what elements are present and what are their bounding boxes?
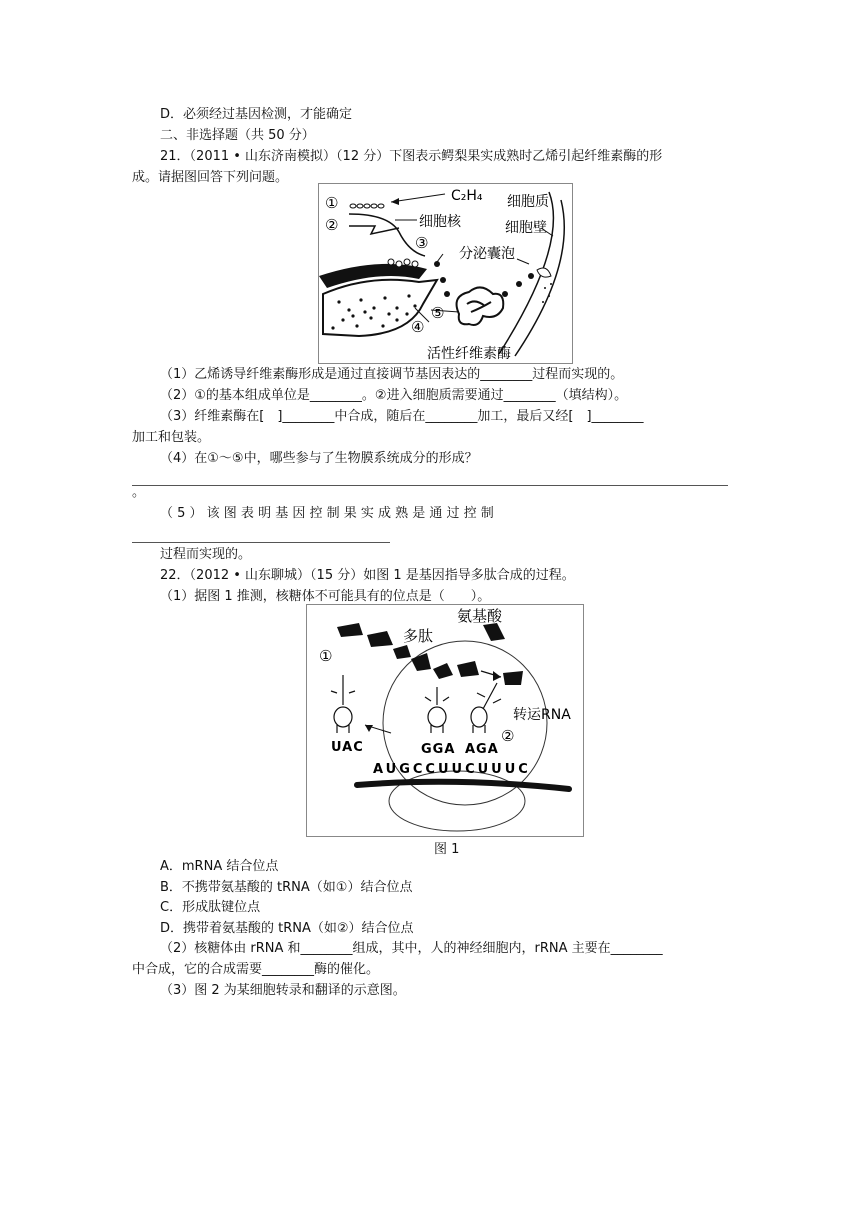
question-21-stem: 21．（2011 • 山东济南模拟）（12 分）下图表示鳄梨果实成熟时乙烯引起纤维素酶的形 xyxy=(160,149,663,164)
question-22-3: （3）图 2 为某细胞转录和翻译的示意图。 xyxy=(160,983,406,998)
option-d: D．必须经过基因检测，才能确定 xyxy=(160,107,353,122)
label-anticodon1: UAC xyxy=(331,740,364,755)
question-21-4: （4）在①～⑤中，哪些参与了生物膜系统成分的形成？ xyxy=(160,451,478,466)
question-22-2: （2）核糖体由 rRNA 和________组成，其中，人的神经细胞内，rRNA 主要在________ xyxy=(160,941,663,956)
figure-translation xyxy=(306,604,584,837)
question-22-1: （1）据图 1 推测，核糖体不可能具有的位点是（ ）。 xyxy=(160,589,491,604)
label-anticodon2: GGA xyxy=(421,742,456,757)
option-b: B．不携带氨基酸的 tRNA（如①）结合位点 xyxy=(160,880,413,895)
figure-ethylene-cellulase xyxy=(318,183,573,364)
question-21-2: （2）①的基本组成单位是________。②进入细胞质需要通过________（填结构）。 xyxy=(160,388,628,403)
label-n5: ⑤ xyxy=(431,304,445,322)
label-n2: ② xyxy=(501,727,515,745)
question-21-1: （1）乙烯诱导纤维素酶形成是通过直接调节基因表达的________过程而实现的。 xyxy=(160,367,624,382)
label-anticodon3: AGA xyxy=(465,742,499,757)
label-enzyme: 活性纤维素酶 xyxy=(427,346,511,362)
label-n1: ① xyxy=(325,194,339,212)
question-22-2-cont: 中合成，它的合成需要________酶的催化。 xyxy=(132,962,380,977)
label-n2: ② xyxy=(325,216,339,234)
section-heading: 二、非选择题（共 50 分） xyxy=(160,128,315,143)
option-d: D．携带着氨基酸的 tRNA（如②）结合位点 xyxy=(160,921,414,936)
label-n3: ③ xyxy=(415,234,429,252)
question-21-5-cont: 过程而实现的。 xyxy=(160,547,252,562)
question-21-3-cont: 加工和包装。 xyxy=(132,430,211,445)
label-c2h4: C₂H₄ xyxy=(451,188,483,204)
label-n1: ① xyxy=(319,647,333,665)
label-trna: 转运RNA xyxy=(513,707,571,723)
label-mrna: AUGCCUUCUUUC xyxy=(373,762,531,777)
label-cytoplasm: 细胞质 xyxy=(507,194,549,210)
label-polypeptide: 多肽 xyxy=(403,627,434,645)
question-22-stem: 22．（2012 • 山东聊城）（15 分）如图 1 是基因指导多肽合成的过程。 xyxy=(160,568,575,583)
option-c: C．形成肽键位点 xyxy=(160,900,261,915)
label-n4: ④ xyxy=(411,318,425,336)
label-cellwall: 细胞壁 xyxy=(505,220,547,236)
question-21-3: （3）纤维素酶在[ ]________中合成，随后在________加工，最后又经[ ]________ xyxy=(160,409,644,424)
label-nucleus: 细胞核 xyxy=(419,214,461,230)
label-vesicle: 分泌囊泡 xyxy=(459,246,515,262)
answer-line-4 xyxy=(132,485,728,486)
question-21-stem-cont: 成。请据图回答下列问题。 xyxy=(132,170,289,185)
label-aminoacid: 氨基酸 xyxy=(457,607,503,625)
option-a: A．mRNA 结合位点 xyxy=(160,859,279,874)
figure-caption: 图 1 xyxy=(434,842,460,857)
answer-line-5 xyxy=(132,542,390,543)
question-21-5: （ 5 ） 该 图 表 明 基 因 控 制 果 实 成 熟 是 通 过 控 制 xyxy=(160,506,494,521)
answer-4-period: 。 xyxy=(132,485,146,500)
